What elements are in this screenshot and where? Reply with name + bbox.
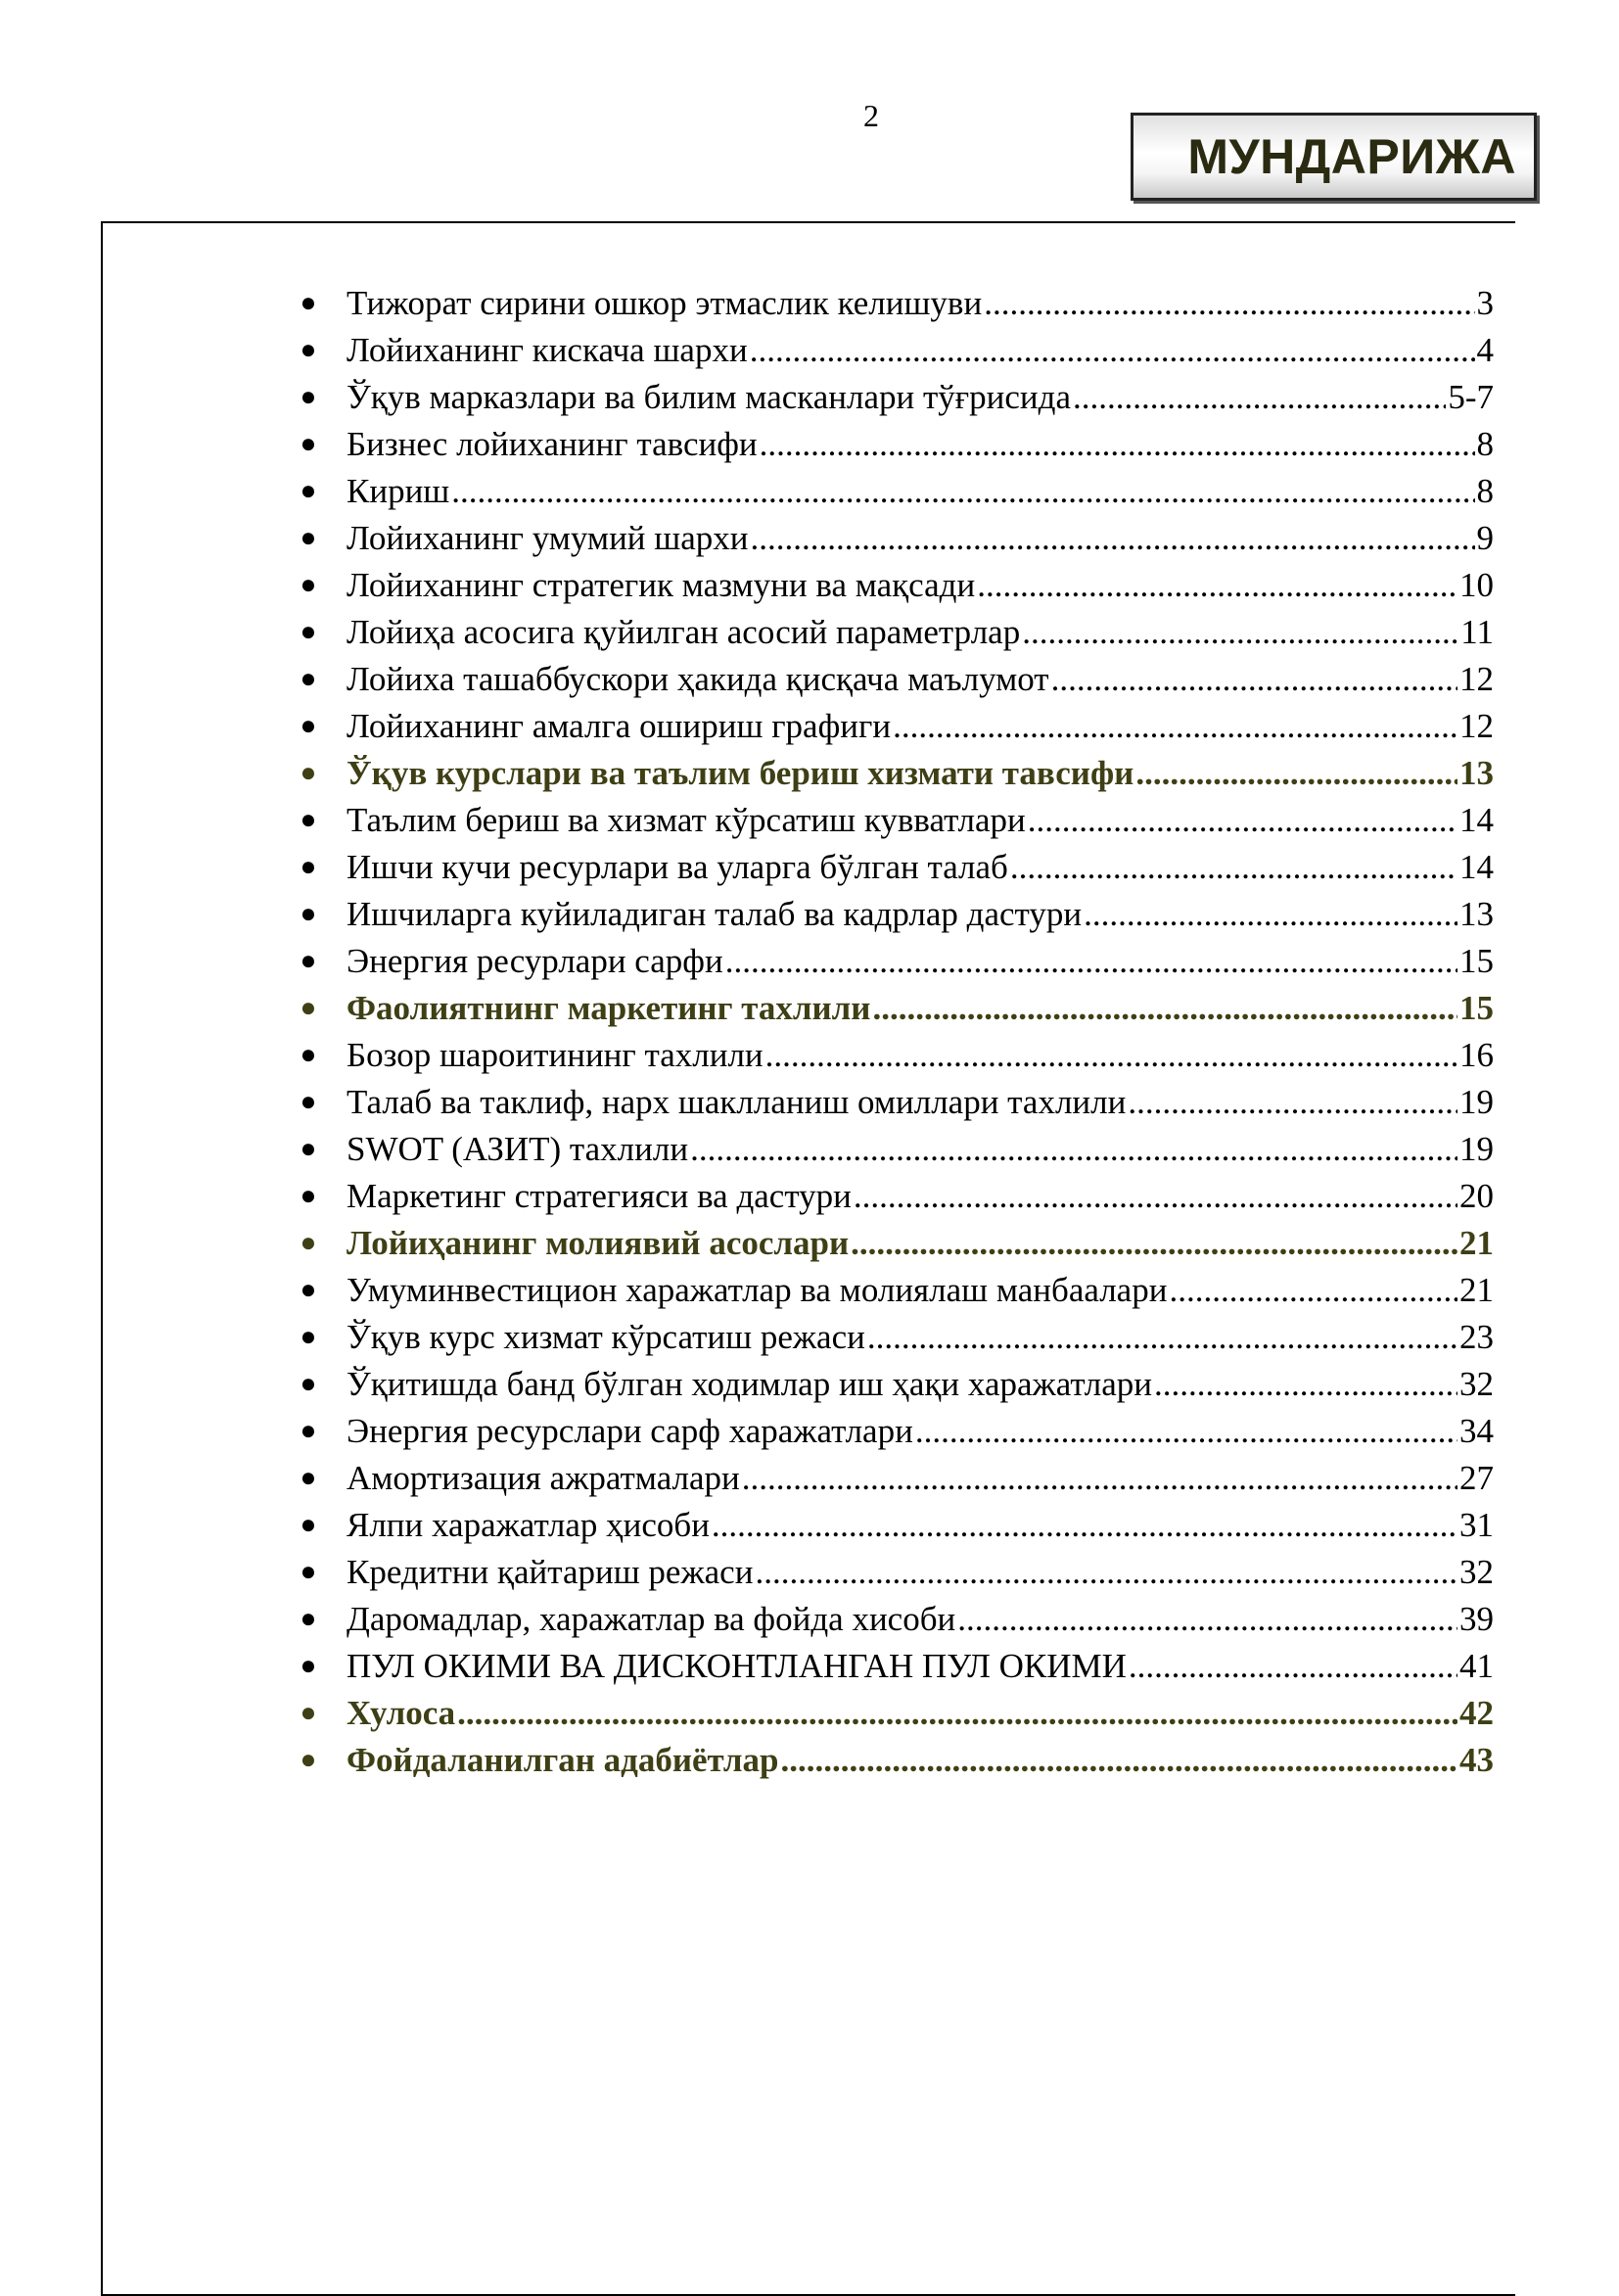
toc-entry[interactable] [294, 844, 1494, 891]
bullet-icon: ● [300, 993, 317, 1023]
bullet-icon: ● [300, 758, 317, 788]
toc-entry-label: Даромадлар, харажатлар ва фойда хисоби [347, 1600, 956, 1638]
toc-dot-leader [755, 1549, 1457, 1596]
toc-entry-label: Маркетинг стратегияси ва дастури [347, 1177, 852, 1215]
toc-entry-label: Кириш [347, 472, 450, 510]
bullet-icon: ● [300, 946, 317, 976]
toc-entry-page-number: 13 [1459, 754, 1494, 792]
bullet-icon: ● [300, 288, 317, 318]
toc-entry-label: Ишчи кучи ресурлари ва уларга бўлган талаб [347, 848, 1008, 886]
toc-entry-page-number: 8 [1476, 472, 1494, 510]
toc-dot-leader [984, 280, 1474, 327]
toc-entry-label: Таълим бериш ва хизмат кўрсатиш кувватлари [347, 801, 1026, 839]
toc-entry-page-number: 20 [1459, 1177, 1494, 1215]
toc-entry-page-number: 21 [1459, 1271, 1494, 1309]
toc-entry[interactable] [294, 562, 1494, 609]
bullet-icon: ● [300, 1228, 317, 1258]
toc-entry[interactable] [294, 1314, 1494, 1361]
toc-entry-label: Лойиханинг умумий шархи [347, 519, 749, 557]
toc-entry-page-number: 34 [1459, 1412, 1494, 1450]
toc-entry-page-number: 4 [1476, 331, 1494, 369]
toc-entry-label: Ишчиларга куйиладиган талаб ва кадрлар дастури [347, 895, 1083, 933]
toc-entry-label: Тижорат сирини ошкор этмаслик келишуви [347, 284, 983, 322]
toc-entry-label: Бизнес лойиханинг тавсифи [347, 425, 758, 463]
bullet-icon: ● [300, 1604, 317, 1634]
toc-entry-page-number: 19 [1459, 1130, 1494, 1168]
toc-entry-page-number: 32 [1459, 1365, 1494, 1403]
toc-entry[interactable] [294, 1643, 1494, 1690]
bullet-icon: ● [300, 899, 317, 929]
toc-entry-page-number: 14 [1459, 848, 1494, 886]
toc-entry-label: Талаб ва таклиф, нарх шаклланиш омиллари тахлили [347, 1083, 1127, 1121]
bullet-icon: ● [300, 1745, 317, 1775]
bullet-icon: ● [300, 1134, 317, 1164]
toc-entry-label: Ўқитишда банд бўлган ходимлар иш ҳақи харажатлари [347, 1365, 1152, 1403]
toc-entry-page-number: 13 [1459, 895, 1494, 933]
toc-section-heading[interactable] [294, 1220, 1494, 1267]
toc-entry-page-number: 27 [1459, 1459, 1494, 1497]
toc-entry[interactable] [294, 421, 1494, 468]
bullet-icon: ● [300, 476, 317, 506]
bullet-icon: ● [300, 1463, 317, 1493]
toc-dot-leader [780, 1737, 1457, 1784]
bullet-icon: ● [300, 1275, 317, 1305]
toc-dot-leader [1129, 1643, 1457, 1690]
toc-entry-label: Хулоса [347, 1694, 456, 1732]
toc-entry[interactable] [294, 1173, 1494, 1220]
toc-entry[interactable] [294, 374, 1494, 421]
toc-entry-page-number: 43 [1459, 1741, 1494, 1779]
toc-dot-leader [765, 1032, 1457, 1079]
toc-entry-label: Энергия ресурлари сарфи [347, 942, 723, 980]
toc-entry-label: Лойиха ташаббускори ҳакида қисқача маълумот [347, 660, 1049, 698]
toc-entry-page-number: 41 [1459, 1647, 1494, 1685]
toc-dot-leader [760, 421, 1475, 468]
toc-entry[interactable] [294, 797, 1494, 844]
bullet-icon: ● [300, 1510, 317, 1540]
toc-entry-page-number: 16 [1459, 1036, 1494, 1074]
bullet-icon: ● [300, 1181, 317, 1211]
toc-entry-page-number: 42 [1459, 1694, 1494, 1732]
toc-entry-label: SWOT (АЗИТ) тахлили [347, 1130, 689, 1168]
bullet-icon: ● [300, 429, 317, 459]
toc-entry-page-number: 19 [1459, 1083, 1494, 1121]
toc-section-heading[interactable] [294, 1737, 1494, 1784]
toc-entry-page-number: 23 [1459, 1318, 1494, 1356]
toc-dot-leader [1051, 656, 1457, 703]
toc-dot-leader [457, 1690, 1457, 1737]
toc-entry-label: Энергия ресурслари сарф харажатлари [347, 1412, 913, 1450]
toc-entry-label: Лойиҳа асосига қуйилган асосий параметрлар [347, 613, 1021, 651]
table-of-contents [294, 280, 1494, 1784]
toc-dot-leader [690, 1126, 1457, 1173]
toc-dot-leader [893, 703, 1457, 750]
toc-entry-page-number: 11 [1460, 613, 1494, 651]
toc-entry-page-number: 15 [1459, 989, 1494, 1027]
toc-dot-leader [1135, 750, 1457, 797]
toc-dot-leader [1028, 797, 1457, 844]
frame-left-border [101, 221, 103, 2295]
toc-section-heading[interactable] [294, 750, 1494, 797]
bullet-icon: ● [300, 1040, 317, 1070]
toc-entry-label: Лойиханинг кискача шархи [347, 331, 748, 369]
toc-dot-leader [957, 1596, 1457, 1643]
toc-entry-label: Ўқув курс хизмат кўрсатиш режаси [347, 1318, 865, 1356]
page-title: МУНДАРИЖА [1187, 129, 1516, 184]
toc-entry[interactable] [294, 468, 1494, 515]
toc-entry[interactable] [294, 938, 1494, 985]
toc-section-heading[interactable] [294, 1690, 1494, 1737]
frame-top-border [101, 221, 1515, 223]
toc-entry-page-number: 12 [1459, 660, 1494, 698]
title-banner [1131, 113, 1537, 201]
toc-dot-leader [851, 1220, 1457, 1267]
toc-entry-label: Ўқув марказлари ва билим масканлари тўғрисида [347, 378, 1071, 416]
toc-entry-label: Кредитни қайтариш режаси [347, 1553, 754, 1591]
toc-entry-label: Фаолиятнинг маркетинг тахлили [347, 989, 871, 1027]
bullet-icon: ● [300, 335, 317, 365]
toc-entry-page-number: 5-7 [1448, 378, 1494, 416]
toc-entry-label: Ўқув курслари ва таълим бериш хизмати тавсифи [347, 754, 1134, 792]
toc-entry[interactable] [294, 515, 1494, 562]
toc-entry-label: Лойиҳанинг молиявий асослари [347, 1224, 850, 1262]
toc-dot-leader [854, 1173, 1457, 1220]
toc-entry[interactable] [294, 1502, 1494, 1549]
toc-dot-leader [1022, 609, 1458, 656]
toc-entry-label: Лойиханинг амалга ошириш графиги [347, 707, 892, 745]
toc-entry[interactable] [294, 280, 1494, 327]
toc-entry-label: Амортизация ажратмалари [347, 1459, 740, 1497]
toc-entry-label: ПУЛ ОКИМИ ВА ДИСКОНТЛАНГАН ПУЛ ОКИМИ [347, 1647, 1127, 1685]
toc-dot-leader [725, 938, 1457, 985]
toc-entry-label: Фойдаланилган адабиётлар [347, 1741, 779, 1779]
bullet-icon: ● [300, 570, 317, 600]
bullet-icon: ● [300, 1322, 317, 1352]
toc-dot-leader [915, 1408, 1457, 1455]
page-number: 2 [863, 98, 879, 133]
bullet-icon: ● [300, 523, 317, 553]
bullet-icon: ● [300, 1557, 317, 1587]
toc-entry-page-number: 12 [1459, 707, 1494, 745]
toc-entry-page-number: 21 [1459, 1224, 1494, 1262]
toc-dot-leader [751, 515, 1475, 562]
bullet-icon: ● [300, 711, 317, 741]
toc-dot-leader [1154, 1361, 1457, 1408]
bullet-icon: ● [300, 382, 317, 412]
toc-entry-page-number: 10 [1459, 566, 1494, 604]
toc-dot-leader [872, 985, 1457, 1032]
toc-entry[interactable] [294, 1408, 1494, 1455]
toc-dot-leader [1010, 844, 1457, 891]
toc-dot-leader [1073, 374, 1446, 421]
toc-entry-page-number: 32 [1459, 1553, 1494, 1591]
bullet-icon: ● [300, 1369, 317, 1399]
toc-dot-leader [867, 1314, 1457, 1361]
toc-entry[interactable] [294, 656, 1494, 703]
toc-entry-page-number: 15 [1459, 942, 1494, 980]
toc-section-heading[interactable] [294, 985, 1494, 1032]
toc-entry[interactable] [294, 1032, 1494, 1079]
bullet-icon: ● [300, 1698, 317, 1728]
bullet-icon: ● [300, 1651, 317, 1681]
toc-entry-page-number: 39 [1459, 1600, 1494, 1638]
toc-entry-label: Умуминвестицион харажатлар ва молиялаш манбаалари [347, 1271, 1168, 1309]
bullet-icon: ● [300, 852, 317, 882]
toc-entry-label: Лойиханинг стратегик мазмуни ва мақсади [347, 566, 976, 604]
toc-entry[interactable] [294, 327, 1494, 374]
bullet-icon: ● [300, 1087, 317, 1117]
toc-entry-label: Бозор шароитининг тахлили [347, 1036, 763, 1074]
toc-dot-leader [977, 562, 1457, 609]
toc-dot-leader [712, 1502, 1457, 1549]
toc-entry[interactable] [294, 1079, 1494, 1126]
toc-dot-leader [750, 327, 1475, 374]
toc-entry-page-number: 9 [1476, 519, 1494, 557]
toc-entry[interactable] [294, 1126, 1494, 1173]
toc-dot-leader [451, 468, 1474, 515]
bullet-icon: ● [300, 805, 317, 835]
bullet-icon: ● [300, 617, 317, 647]
toc-dot-leader [742, 1455, 1457, 1502]
toc-dot-leader [1128, 1079, 1457, 1126]
toc-entry[interactable] [294, 1267, 1494, 1314]
toc-entry[interactable] [294, 1596, 1494, 1643]
toc-entry[interactable] [294, 703, 1494, 750]
toc-entry[interactable] [294, 1455, 1494, 1502]
toc-entry-page-number: 8 [1476, 425, 1494, 463]
toc-entry-page-number: 31 [1459, 1506, 1494, 1544]
toc-entry[interactable] [294, 1549, 1494, 1596]
bullet-icon: ● [300, 664, 317, 694]
bullet-icon: ● [300, 1416, 317, 1446]
toc-entry[interactable] [294, 891, 1494, 938]
toc-entry[interactable] [294, 609, 1494, 656]
toc-dot-leader [1169, 1267, 1457, 1314]
toc-entry-page-number: 14 [1459, 801, 1494, 839]
toc-entry-label: Ялпи харажатлар ҳисоби [347, 1506, 710, 1544]
toc-dot-leader [1084, 891, 1457, 938]
toc-entry[interactable] [294, 1361, 1494, 1408]
toc-entry-page-number: 3 [1476, 284, 1494, 322]
